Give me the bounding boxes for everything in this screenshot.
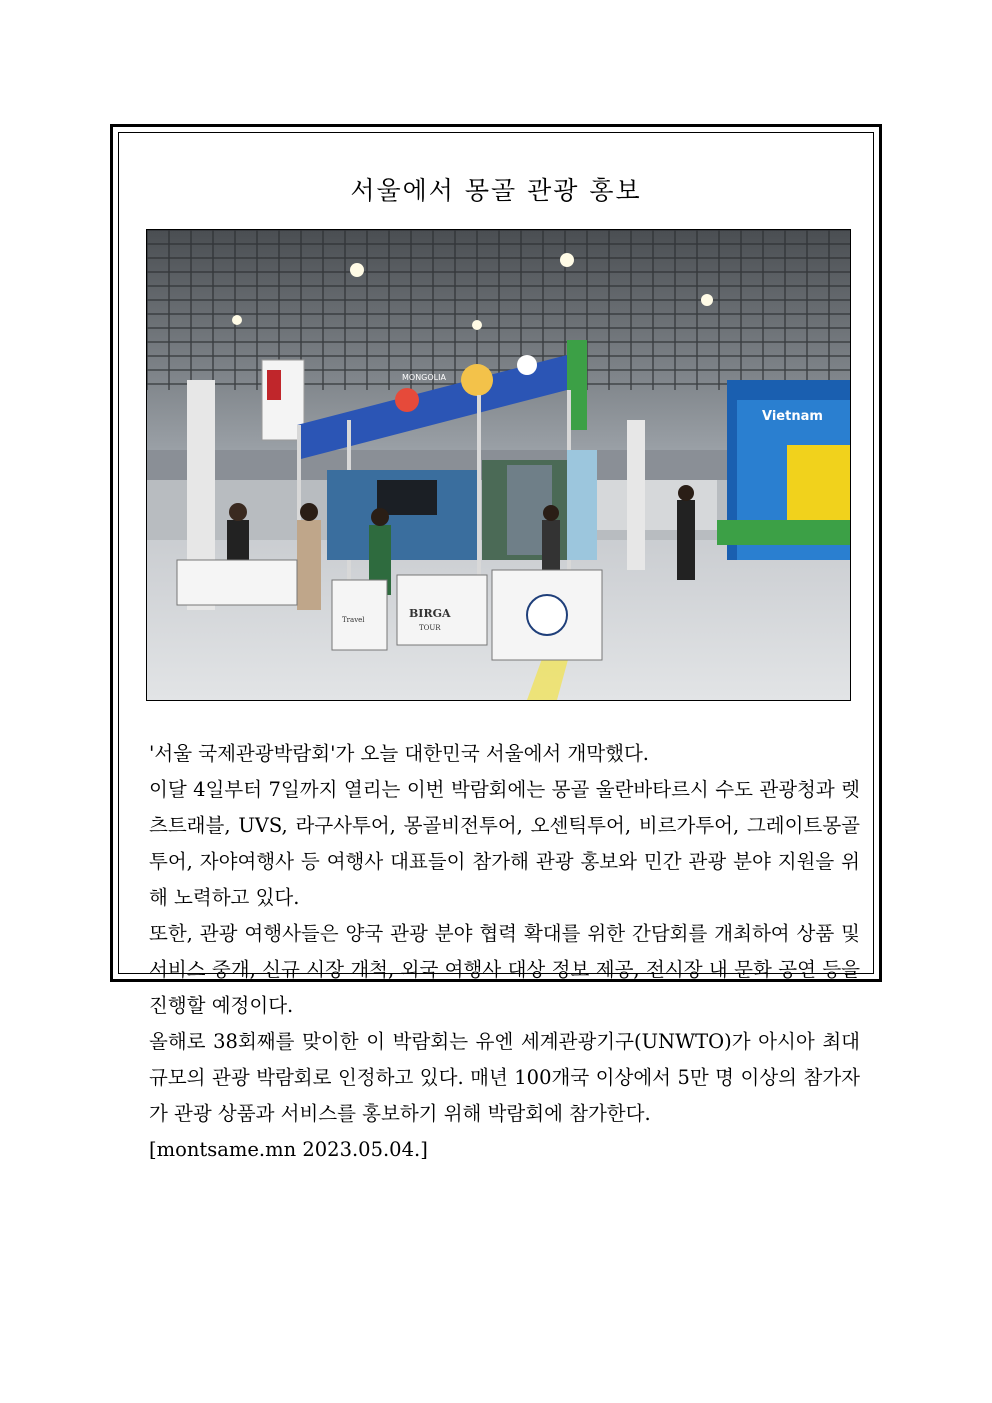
svg-text:MONGOLIA: MONGOLIA [402,373,446,382]
article-frame [110,124,882,1161]
article-paragraph: 올해로 38회째를 맞이한 이 박람회는 유엔 세계관광기구(UNWTO)가 아시아 최대 규모의 관광 박람회로 인정하고 있다. 매년 100개국 이상에서 5만 명 이상의 참가자가 관광 상품과 서비스를 홍보하기 위해 박람회에 참가한다. [149,1030,860,1125]
article-title: 서울에서 몽골 관광 홍보 [350,176,642,205]
article-body [149,736,860,1168]
svg-text:TOUR: TOUR [419,624,441,632]
svg-text:Travel: Travel [342,616,365,624]
article-paragraph: 이달 4일부터 7일까지 열리는 이번 박람회에는 몽골 울란바타르시 수도 관광청과 렛츠트래블, UVS, 라구사투어, 몽골비전투어, 오센틱투어, 비르가투어, 그레이트몽골투어, 자야여행사 등 여행사 대표들이 참가해 관광 홍보와 민간 관광 분야 지원을 위해 노력하고 있다. [149,778,860,909]
exhibition-booth-photo [146,229,851,701]
article-paragraph: '서울 국제관광박람회'가 오늘 대한민국 서울에서 개막했다. [149,742,650,765]
svg-text:Vietnam: Vietnam [762,409,823,424]
article-source: [montsame.mn 2023.05.04.] [149,1138,428,1161]
svg-text:BIRGA: BIRGA [409,607,451,620]
article-paragraph: 또한, 관광 여행사들은 양국 관광 분야 협력 확대를 위한 간담회를 개최하여 상품 및 서비스 중개, 신규 시장 개척, 외국 여행사 대상 정보 제공, 전시장 내 문화 공연 등을 진행할 예정이다. [149,922,860,1017]
article-frame-inner [118,132,874,1161]
